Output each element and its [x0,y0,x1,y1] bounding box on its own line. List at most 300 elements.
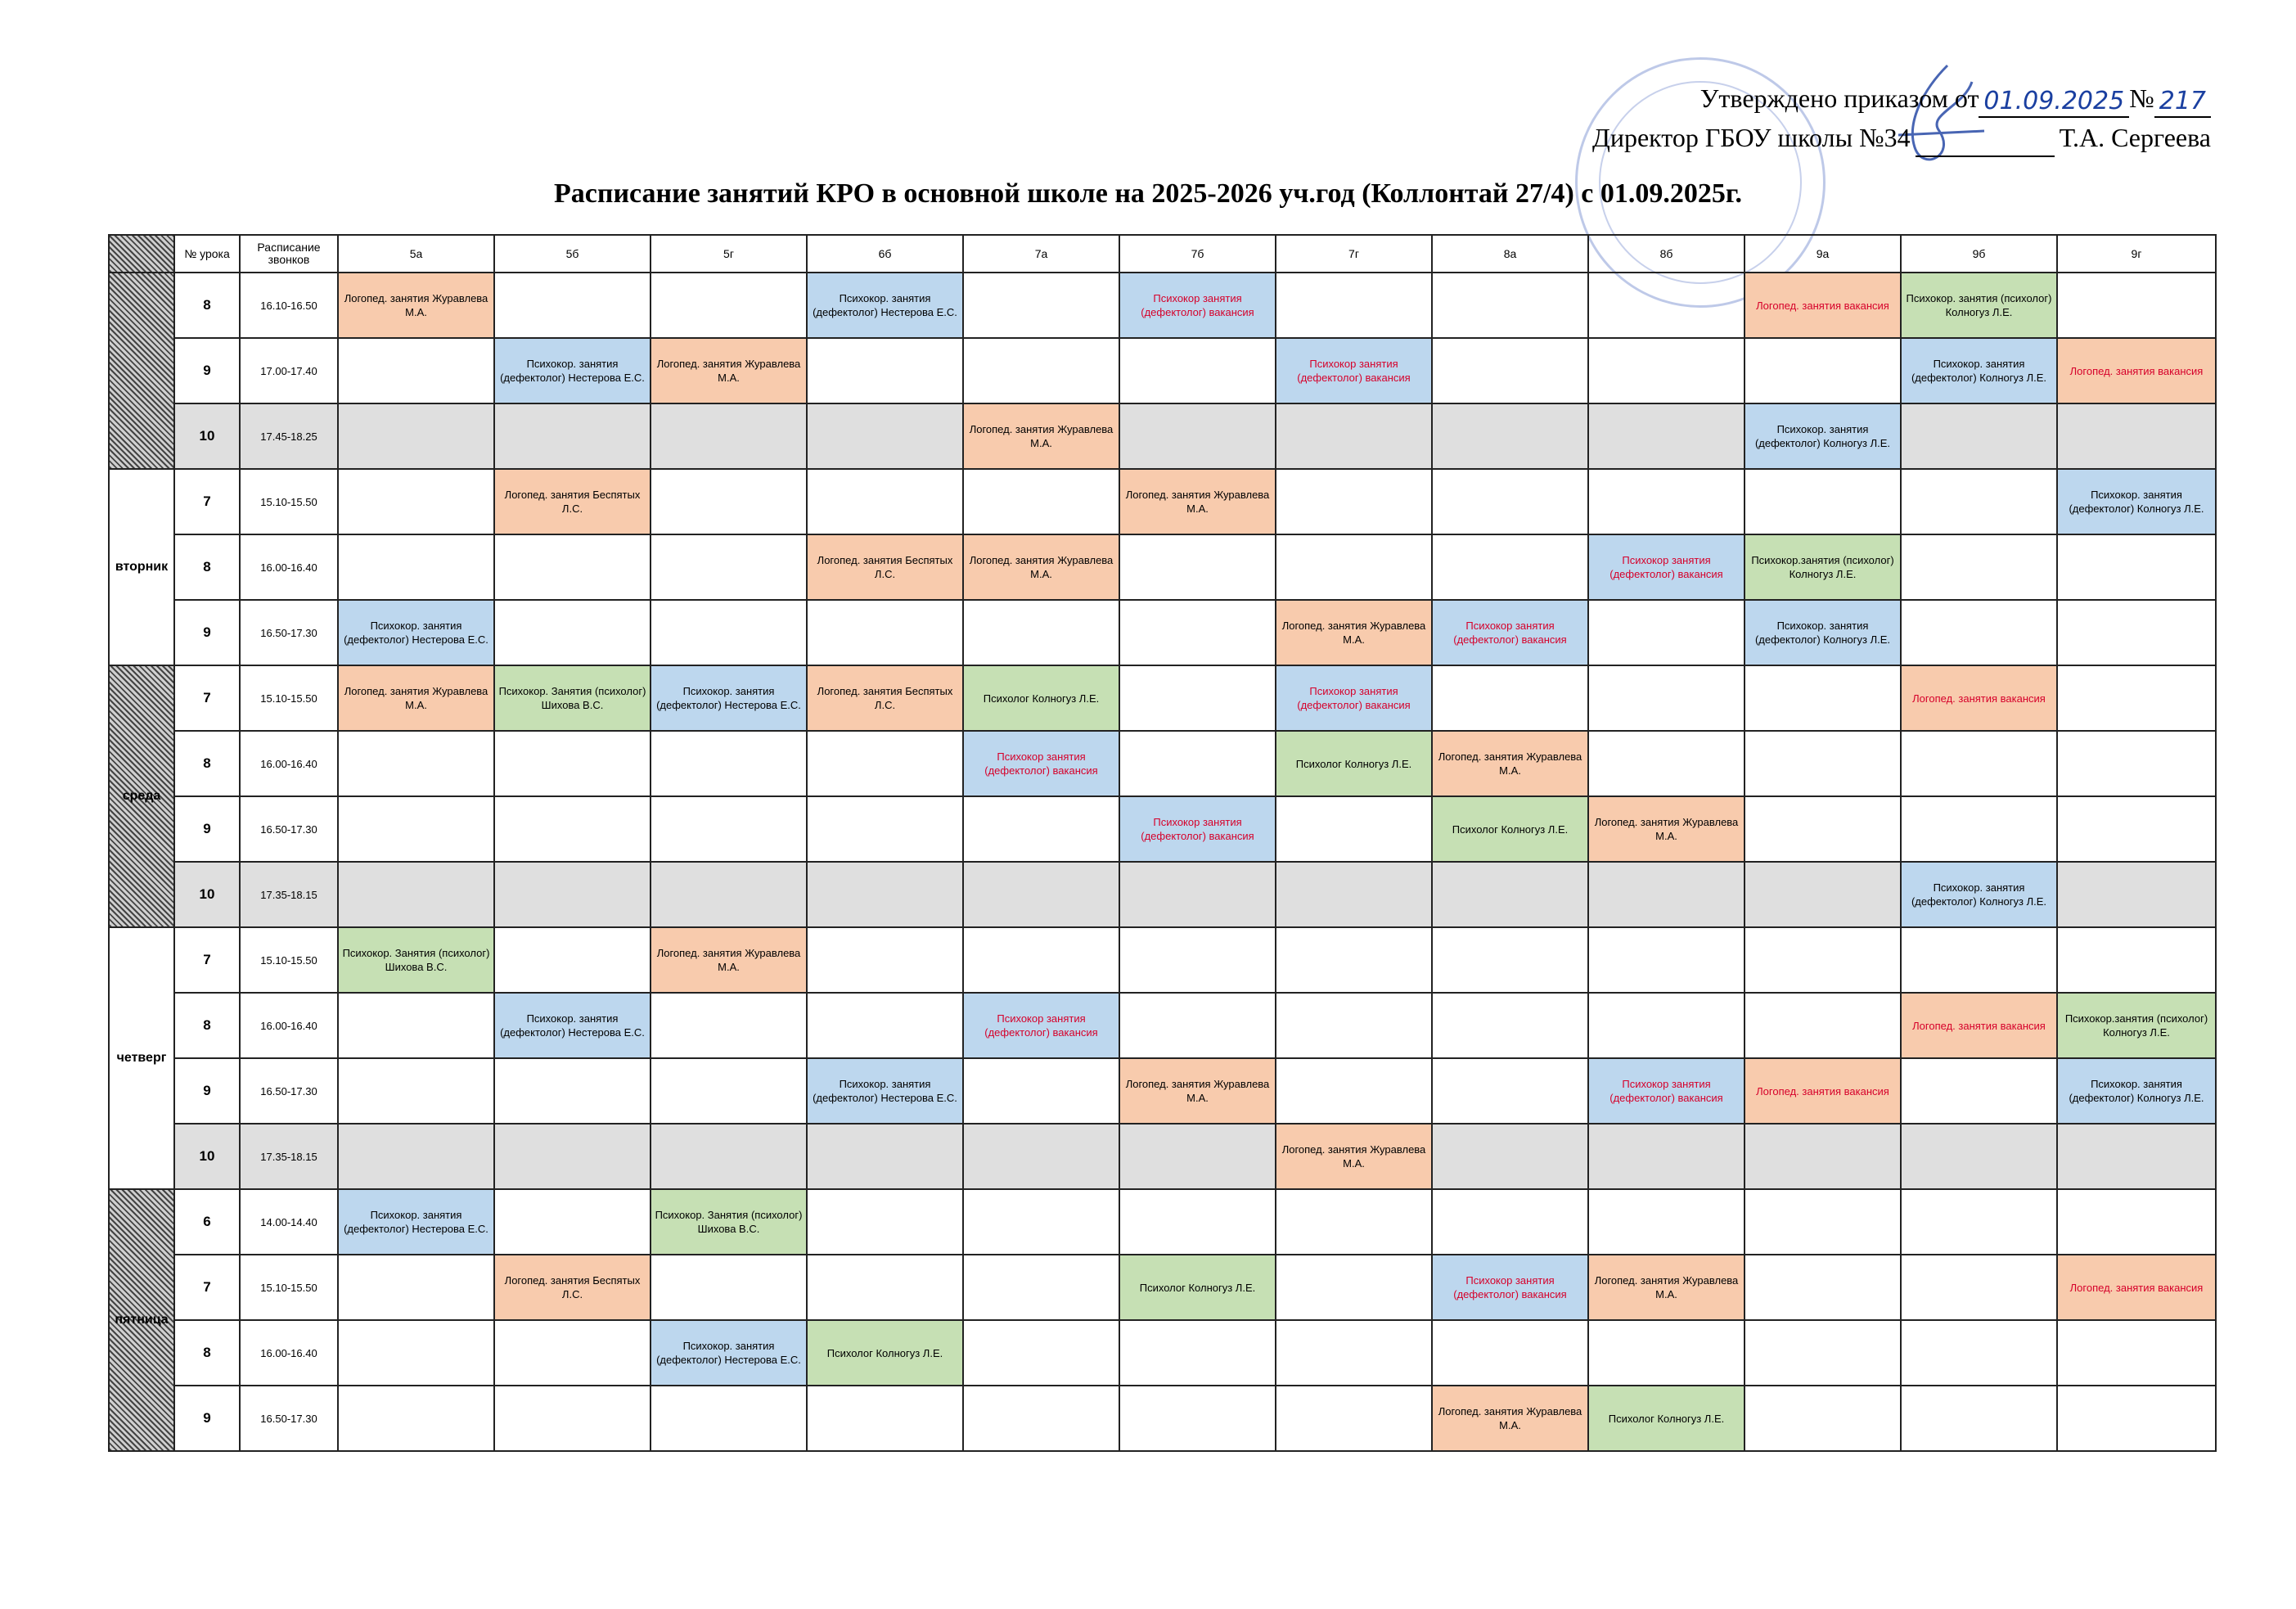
schedule-cell: Психокор занятия (дефектолог) вакансия [963,731,1119,796]
schedule-cell: Психолог Колногуз Л.Е. [1119,1255,1276,1320]
schedule-cell [1432,1189,1588,1255]
schedule-cell [1901,403,2057,469]
bell-time: 16.50-17.30 [240,600,338,665]
page-title: Расписание занятий КРО в основной школе на 2025-2026 уч.год (Коллонтай 27/4) с 01.09.2025г. [554,178,1742,209]
approval-block [1474,79,2211,157]
schedule-cell [494,1189,651,1255]
schedule-cell [338,338,494,403]
schedule-cell: Логопед. занятия вакансия [1901,665,2057,731]
schedule-cell: Психокор. занятия (дефектолог) Колногуз Л.Е. [1901,338,2057,403]
schedule-cell [963,273,1119,338]
table-row [109,600,2216,665]
schedule-cell [1276,403,1432,469]
schedule-cell [494,273,651,338]
schedule-cell: Логопед. занятия Беспятых Л.С. [494,1255,651,1320]
schedule-cell: Психокор занятия (дефектолог) вакансия [1432,1255,1588,1320]
schedule-cell [338,403,494,469]
schedule-cell: Психокор занятия (дефектолог) вакансия [1119,273,1276,338]
bell-time: 16.00-16.40 [240,731,338,796]
schedule-cell [2057,731,2216,796]
bell-time: 17.45-18.25 [240,403,338,469]
schedule-cell [1432,1320,1588,1386]
schedule-cell: Психокор. занятия (дефектолог) Нестерова Е.С. [807,273,963,338]
schedule-cell [807,927,963,993]
bell-time: 15.10-15.50 [240,469,338,534]
schedule-cell [1901,1189,2057,1255]
schedule-cell [1588,338,1745,403]
schedule-cell [1119,927,1276,993]
schedule-cell [1745,796,1901,862]
schedule-cell [963,927,1119,993]
schedule-cell: Логопед. занятия Журавлева М.А. [338,273,494,338]
schedule-cell: Логопед. занятия Беспятых Л.С. [807,534,963,600]
schedule-cell [807,1386,963,1451]
day-cell: четверг [109,927,174,1189]
schedule-cell [1901,1386,2057,1451]
schedule-cell [807,1189,963,1255]
schedule-cell [494,1320,651,1386]
schedule-cell [963,1386,1119,1451]
schedule-cell [963,862,1119,927]
schedule-cell [1745,469,1901,534]
schedule-cell: Психокор занятия (дефектолог) вакансия [1119,796,1276,862]
lesson-number: 8 [174,993,240,1058]
schedule-cell [1901,469,2057,534]
schedule-cell: Психокор. занятия (дефектолог) Колногуз Л.Е. [2057,469,2216,534]
day-cell: вторник [109,469,174,665]
schedule-cell: Психолог Колногуз Л.Е. [1276,731,1432,796]
schedule-cell [1745,1320,1901,1386]
schedule-cell: Логопед. занятия Журавлева М.А. [963,403,1119,469]
schedule-cell [2057,273,2216,338]
schedule-cell [1276,1189,1432,1255]
lesson-number: 10 [174,403,240,469]
schedule-cell [963,1189,1119,1255]
schedule-cell [651,1124,807,1189]
lesson-number: 7 [174,469,240,534]
bell-time: 15.10-15.50 [240,1255,338,1320]
schedule-cell [1901,1255,2057,1320]
schedule-cell [1119,665,1276,731]
bell-time: 17.35-18.15 [240,1124,338,1189]
approval-line-director [1474,118,2211,157]
day-cell [109,273,174,469]
schedule-cell [1901,927,2057,993]
schedule-cell [1901,1124,2057,1189]
schedule-cell: Психокор занятия (дефектолог) вакансия [963,993,1119,1058]
schedule-cell [1588,1189,1745,1255]
schedule-cell: Логопед. занятия вакансия [1745,273,1901,338]
schedule-cell [1276,1255,1432,1320]
schedule-cell [338,1124,494,1189]
header-class-11: 8б [1588,235,1745,273]
lesson-number: 8 [174,534,240,600]
schedule-cell [338,993,494,1058]
schedule-cell [1119,403,1276,469]
schedule-cell [338,1058,494,1124]
table-row [109,927,2216,993]
schedule-cell: Логопед. занятия Журавлева М.А. [963,534,1119,600]
schedule-cell: Психокор. занятия (дефектолог) Нестерова Е.С. [807,1058,963,1124]
schedule-cell [2057,665,2216,731]
schedule-cell [1119,338,1276,403]
table-row [109,534,2216,600]
table-row [109,993,2216,1058]
schedule-cell [651,731,807,796]
schedule-cell: Логопед. занятия Журавлева М.А. [1119,1058,1276,1124]
schedule-cell: Логопед. занятия Журавлева М.А. [651,338,807,403]
schedule-cell [2057,1124,2216,1189]
schedule-cell [1432,665,1588,731]
schedule-cell [651,1058,807,1124]
schedule-cell [494,1058,651,1124]
bell-time: 16.50-17.30 [240,796,338,862]
table-row [109,1124,2216,1189]
schedule-cell [651,600,807,665]
schedule-cell: Психокор. Занятия (психолог) Шихова В.С. [651,1189,807,1255]
schedule-cell [963,338,1119,403]
schedule-cell [1901,731,2057,796]
lesson-number: 7 [174,1255,240,1320]
schedule-cell: Психолог Колногуз Л.Е. [1588,1386,1745,1451]
schedule-cell [494,534,651,600]
table-row [109,665,2216,731]
table-header-row [109,235,2216,273]
schedule-cell [1745,1124,1901,1189]
schedule-cell [1276,273,1432,338]
schedule-cell [1588,1320,1745,1386]
schedule-cell [963,1255,1119,1320]
schedule-cell [1745,1386,1901,1451]
schedule-cell [651,862,807,927]
schedule-cell [963,1058,1119,1124]
lesson-number: 7 [174,665,240,731]
schedule-cell [1745,862,1901,927]
schedule-cell [651,469,807,534]
schedule-cell: Психокор. Занятия (психолог) Шихова В.С. [494,665,651,731]
schedule-cell [338,1320,494,1386]
schedule-cell [1901,534,2057,600]
schedule-cell [2057,403,2216,469]
schedule-cell [2057,600,2216,665]
schedule-cell [1432,469,1588,534]
header-class-13: 9б [1901,235,2057,273]
schedule-cell [1588,469,1745,534]
header-bell-schedule: Расписание звонков [240,235,338,273]
schedule-cell [2057,796,2216,862]
approval-date: 01.09.2025 [1979,87,2129,118]
schedule-cell [338,862,494,927]
approval-director-name: Т.А. Сергеева [2059,123,2211,152]
schedule-cell [1119,1189,1276,1255]
header-day-corner [109,235,174,273]
schedule-cell: Логопед. занятия вакансия [1745,1058,1901,1124]
schedule-cell [494,1124,651,1189]
bell-time: 17.35-18.15 [240,862,338,927]
table-row [109,1386,2216,1451]
schedule-cell: Психокор. занятия (дефектолог) Нестерова Е.С. [494,338,651,403]
schedule-cell [2057,862,2216,927]
schedule-cell [494,403,651,469]
schedule-cell: Логопед. занятия Журавлева М.А. [1432,731,1588,796]
schedule-cell: Психокор. занятия (психолог) Колногуз Л.Е. [1901,273,2057,338]
table-row [109,1255,2216,1320]
schedule-cell [651,403,807,469]
schedule-cell: Логопед. занятия вакансия [2057,1255,2216,1320]
schedule-cell [338,469,494,534]
header-class-10: 8а [1432,235,1588,273]
schedule-cell: Психокор.занятия (психолог) Колногуз Л.Е. [1745,534,1901,600]
approval-order-prefix: Утверждено приказом от [1699,83,1979,113]
lesson-number: 8 [174,1320,240,1386]
schedule-cell [1119,1320,1276,1386]
schedule-cell [807,731,963,796]
schedule-cell [807,993,963,1058]
schedule-cell: Логопед. занятия Журавлева М.А. [1432,1386,1588,1451]
schedule-cell [1901,600,2057,665]
schedule-cell [338,796,494,862]
schedule-cell [1432,273,1588,338]
table-row [109,862,2216,927]
schedule-cell [1588,600,1745,665]
table-row [109,1189,2216,1255]
header-class-8: 7б [1119,235,1276,273]
schedule-cell: Психокор.занятия (психолог) Колногуз Л.Е. [2057,993,2216,1058]
schedule-cell [1588,731,1745,796]
schedule-cell: Психокор. занятия (дефектолог) Нестерова Е.С. [338,600,494,665]
table-row [109,273,2216,338]
bell-time: 16.50-17.30 [240,1386,338,1451]
schedule-cell: Логопед. занятия Журавлева М.А. [1276,1124,1432,1189]
schedule-cell [1276,469,1432,534]
table-row [109,1058,2216,1124]
day-cell: пятница [109,1189,174,1451]
lesson-number: 10 [174,1124,240,1189]
day-cell: среда [109,665,174,927]
schedule-cell [1276,927,1432,993]
schedule-cell [494,600,651,665]
schedule-cell [807,1255,963,1320]
schedule-cell [1432,403,1588,469]
schedule-cell: Логопед. занятия Беспятых Л.С. [807,665,963,731]
schedule-cell [338,1386,494,1451]
schedule-cell [1119,600,1276,665]
schedule-cell [338,1255,494,1320]
schedule-cell [1901,1320,2057,1386]
schedule-cell [963,1320,1119,1386]
approval-number-sign: № [2129,83,2154,113]
schedule-cell [1588,927,1745,993]
lesson-number: 9 [174,1058,240,1124]
schedule-cell [651,1386,807,1451]
schedule-cell: Психокор занятия (дефектолог) вакансия [1432,600,1588,665]
signature-blank [1916,128,2055,157]
lesson-number: 9 [174,338,240,403]
schedule-cell [494,796,651,862]
schedule-cell [651,993,807,1058]
schedule-cell: Психокор. Занятия (психолог) Шихова В.С. [338,927,494,993]
schedule-cell [1745,993,1901,1058]
table-row [109,796,2216,862]
schedule-cell [651,796,807,862]
schedule-cell [1745,1255,1901,1320]
schedule-cell [494,927,651,993]
schedule-cell: Психолог Колногуз Л.Е. [807,1320,963,1386]
schedule-cell: Логопед. занятия Журавлева М.А. [651,927,807,993]
schedule-cell [1119,862,1276,927]
table-row [109,469,2216,534]
schedule-cell: Психокор. занятия (дефектолог) Колногуз Л.Е. [1745,600,1901,665]
lesson-number: 9 [174,600,240,665]
lesson-number: 7 [174,927,240,993]
schedule-cell: Логопед. занятия Журавлева М.А. [338,665,494,731]
schedule-cell [1588,993,1745,1058]
schedule-cell [494,1386,651,1451]
header-class-14: 9г [2057,235,2216,273]
schedule-cell [807,338,963,403]
schedule-cell [1588,273,1745,338]
table-row [109,731,2216,796]
schedule-cell [963,796,1119,862]
schedule-cell [1745,665,1901,731]
schedule-cell [2057,1320,2216,1386]
approval-director-prefix: Директор ГБОУ школы №34 [1592,123,1911,152]
schedule-cell [651,273,807,338]
header-lesson-number: № урока [174,235,240,273]
schedule-cell [1276,993,1432,1058]
table-row [109,1320,2216,1386]
bell-time: 16.50-17.30 [240,1058,338,1124]
schedule-cell [807,469,963,534]
header-class-9: 7г [1276,235,1432,273]
lesson-number: 8 [174,731,240,796]
approval-line-order [1474,79,2211,118]
schedule-cell [2057,1386,2216,1451]
lesson-number: 9 [174,796,240,862]
schedule-cell [651,1255,807,1320]
schedule-cell [1119,1386,1276,1451]
schedule-cell: Психокор занятия (дефектолог) вакансия [1588,534,1745,600]
approval-order-number: 217 [2154,87,2211,118]
bell-time: 16.00-16.40 [240,993,338,1058]
schedule-cell: Психокор занятия (дефектолог) вакансия [1276,665,1432,731]
table-row [109,403,2216,469]
header-class-7: 7а [963,235,1119,273]
schedule-cell [338,534,494,600]
schedule-cell [1119,731,1276,796]
schedule-cell [1588,862,1745,927]
schedule-cell [1901,1058,2057,1124]
schedule-cell: Логопед. занятия Журавлева М.А. [1119,469,1276,534]
schedule-cell [651,534,807,600]
schedule-cell [1588,1124,1745,1189]
schedule-cell: Психокор. занятия (дефектолог) Нестерова Е.С. [338,1189,494,1255]
schedule-table [108,234,2217,1452]
schedule-cell: Логопед. занятия вакансия [2057,338,2216,403]
schedule-cell [494,862,651,927]
schedule-cell [1276,862,1432,927]
schedule-cell: Психолог Колногуз Л.Е. [963,665,1119,731]
bell-time: 15.10-15.50 [240,927,338,993]
schedule-cell [807,600,963,665]
schedule-cell [1745,1189,1901,1255]
header-class-6: 6б [807,235,963,273]
schedule-cell [963,1124,1119,1189]
bell-time: 15.10-15.50 [240,665,338,731]
lesson-number: 9 [174,1386,240,1451]
schedule-cell: Логопед. занятия Беспятых Л.С. [494,469,651,534]
schedule-cell [1588,403,1745,469]
schedule-cell [494,731,651,796]
bell-time: 14.00-14.40 [240,1189,338,1255]
schedule-cell [963,600,1119,665]
lesson-number: 10 [174,862,240,927]
schedule-cell: Логопед. занятия Журавлева М.А. [1588,796,1745,862]
schedule-cell [807,1124,963,1189]
schedule-cell [2057,1189,2216,1255]
schedule-cell: Психокор. занятия (дефектолог) Колногуз Л.Е. [2057,1058,2216,1124]
schedule-cell [963,469,1119,534]
schedule-cell: Психокор. занятия (дефектолог) Колногуз Л.Е. [1745,403,1901,469]
schedule-cell [2057,927,2216,993]
lesson-number: 6 [174,1189,240,1255]
schedule-cell [1276,534,1432,600]
schedule-cell [1432,862,1588,927]
bell-time: 16.00-16.40 [240,1320,338,1386]
schedule-cell [1276,1386,1432,1451]
schedule-cell: Логопед. занятия Журавлева М.А. [1276,600,1432,665]
schedule-cell [1119,993,1276,1058]
schedule-cell: Психокор занятия (дефектолог) вакансия [1588,1058,1745,1124]
schedule-cell [2057,534,2216,600]
header-class-3: 5а [338,235,494,273]
schedule-cell [807,862,963,927]
schedule-cell [1901,796,2057,862]
schedule-cell [1276,1320,1432,1386]
bell-time: 16.00-16.40 [240,534,338,600]
schedule-cell [1119,1124,1276,1189]
schedule-cell: Психокор. занятия (дефектолог) Нестерова Е.С. [651,1320,807,1386]
header-class-5: 5г [651,235,807,273]
table-row [109,338,2216,403]
schedule-cell [1432,1124,1588,1189]
schedule-cell [807,403,963,469]
schedule-cell: Логопед. занятия вакансия [1901,993,2057,1058]
schedule-cell: Психокор занятия (дефектолог) вакансия [1276,338,1432,403]
bell-time: 17.00-17.40 [240,338,338,403]
schedule-cell [338,731,494,796]
schedule-cell: Психокор. занятия (дефектолог) Колногуз Л.Е. [1901,862,2057,927]
schedule-cell: Логопед. занятия Журавлева М.А. [1588,1255,1745,1320]
schedule-cell [1432,927,1588,993]
lesson-number: 8 [174,273,240,338]
schedule-cell [1432,1058,1588,1124]
schedule-cell [1432,993,1588,1058]
schedule-cell: Психокор. занятия (дефектолог) Нестерова Е.С. [494,993,651,1058]
header-class-4: 5б [494,235,651,273]
schedule-cell [1432,534,1588,600]
schedule-cell [1745,731,1901,796]
header-class-12: 9а [1745,235,1901,273]
schedule-cell: Психокор. занятия (дефектолог) Нестерова Е.С. [651,665,807,731]
schedule-cell [1745,338,1901,403]
schedule-cell [807,796,963,862]
schedule-cell [1119,534,1276,600]
schedule-cell [1588,665,1745,731]
schedule-cell [1745,927,1901,993]
schedule-cell [1276,1058,1432,1124]
schedule-cell [1276,796,1432,862]
